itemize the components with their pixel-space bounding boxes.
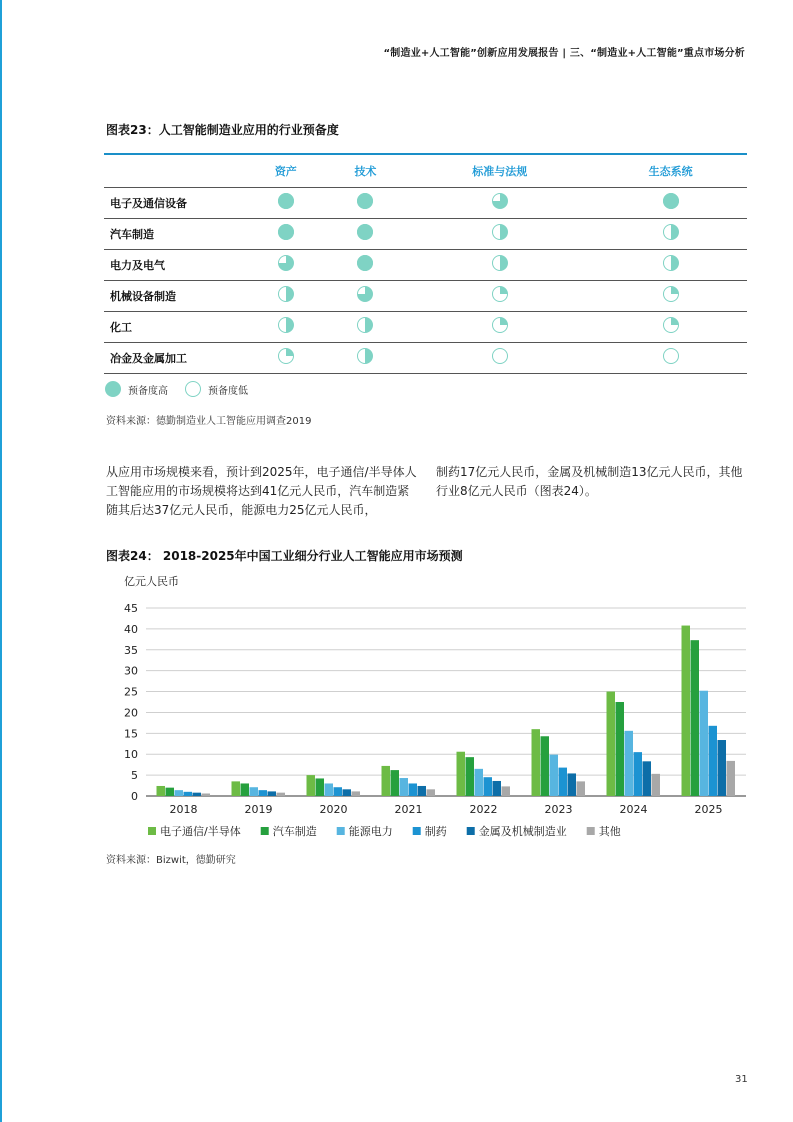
x-tick-label: 2025: [694, 803, 723, 816]
readiness-partial-icon: [277, 347, 295, 365]
col-header: 资产: [246, 154, 326, 188]
bar: [607, 692, 616, 796]
bar: [409, 783, 418, 796]
bar: [718, 740, 727, 796]
readiness-cell: [246, 281, 326, 312]
bar: [709, 726, 718, 796]
readiness-empty-icon: [491, 347, 509, 365]
readiness-partial-icon: [491, 223, 509, 241]
bar: [307, 775, 316, 796]
readiness-partial-icon: [662, 285, 680, 303]
bar: [493, 781, 502, 796]
bar: [334, 787, 343, 796]
bar: [541, 736, 550, 796]
paragraph-right: 制药17亿元人民币，金属及机械制造13亿元人民币，其他行业8亿元人民币（图表24）。: [436, 465, 743, 498]
industry-label: 化工: [104, 312, 246, 343]
col-header: 生态系统: [594, 154, 747, 188]
legend-label: 其他: [598, 825, 621, 838]
bar: [475, 769, 484, 796]
y-tick-label: 5: [131, 769, 138, 783]
industry-label: 机械设备制造: [104, 281, 246, 312]
readiness-partial-icon: [277, 254, 295, 272]
bar: [166, 788, 175, 796]
bar: [652, 774, 661, 796]
y-tick-label: 25: [124, 685, 138, 699]
legend-label: 电子通信/半导体: [160, 825, 241, 838]
legend-high: [104, 380, 168, 398]
readiness-cell: [405, 250, 594, 281]
legend-label: 汽车制造: [272, 825, 317, 838]
col-header: 技术: [326, 154, 406, 188]
bar: [427, 789, 436, 796]
readiness-cell: [594, 281, 747, 312]
bar: [466, 757, 475, 796]
bar: [277, 793, 286, 796]
legend-label: 能源电力: [348, 825, 393, 838]
bar: [568, 773, 577, 796]
readiness-cell: [246, 188, 326, 219]
bar: [550, 755, 559, 796]
bar: [691, 640, 700, 796]
readiness-partial-icon: [491, 192, 509, 210]
x-tick-label: 2022: [469, 803, 498, 816]
readiness-row: [104, 250, 747, 281]
bar: [400, 778, 409, 796]
readiness-legend: [104, 380, 264, 398]
readiness-row: [104, 281, 747, 312]
readiness-cell: [594, 250, 747, 281]
bar: [175, 790, 184, 796]
readiness-partial-icon: [277, 316, 295, 334]
y-tick-label: 45: [124, 602, 138, 615]
readiness-partial-icon: [491, 316, 509, 334]
readiness-partial-icon: [356, 316, 374, 334]
readiness-row: [104, 343, 747, 374]
legend-low-label: 预备度低: [208, 385, 248, 397]
legend-swatch: [261, 827, 269, 835]
bar: [391, 770, 400, 796]
x-tick-label: 2018: [169, 803, 198, 816]
bar: [352, 791, 361, 796]
page-number: 31: [735, 1074, 748, 1085]
legend-swatch: [413, 827, 421, 835]
bar: [502, 786, 511, 796]
bar: [634, 752, 643, 796]
bar: [484, 777, 493, 796]
readiness-partial-icon: [662, 223, 680, 241]
bar: [232, 781, 241, 796]
readiness-cell: [326, 281, 406, 312]
bar: [316, 778, 325, 796]
bar: [382, 766, 391, 796]
market-chart-svg: [100, 570, 760, 850]
bar: [625, 731, 634, 796]
figure23-source: 资料来源：德勤制造业人工智能应用调查2019: [106, 416, 312, 427]
readiness-cell: [594, 219, 747, 250]
readiness-row: [104, 312, 747, 343]
y-tick-label: 0: [131, 790, 138, 803]
industry-label: 电力及电气: [104, 250, 246, 281]
figure24-source: 资料来源：Bizwit，德勤研究: [106, 855, 236, 866]
readiness-table: [104, 153, 747, 374]
bar: [643, 761, 652, 796]
running-header: “制造业+人工智能”创新应用发展报告 | 三、“制造业+人工智能”重点市场分析: [383, 48, 745, 59]
y-tick-label: 40: [124, 622, 138, 636]
readiness-header-row: [104, 154, 747, 188]
bar: [184, 792, 193, 796]
readiness-full-icon: [356, 223, 374, 241]
paragraph-left: 从应用市场规模来看，预计到2025年，电子通信/半导体人工智能应用的市场规模将达到41亿元人民币，汽车制造紧随其后达37亿元人民币，能源电力25亿元人民币，: [106, 465, 417, 517]
readiness-empty-icon: [662, 347, 680, 365]
bar: [700, 691, 709, 796]
bar: [577, 781, 586, 796]
bar: [682, 626, 691, 796]
y-tick-label: 15: [124, 727, 138, 741]
x-tick-label: 2020: [319, 803, 348, 816]
readiness-partial-icon: [356, 347, 374, 365]
readiness-cell: [405, 281, 594, 312]
bar: [268, 791, 277, 796]
readiness-cell: [326, 250, 406, 281]
readiness-cell: [594, 312, 747, 343]
bar: [418, 786, 427, 796]
readiness-full-icon: [277, 223, 295, 241]
readiness-partial-icon: [491, 285, 509, 303]
readiness-empty-icon: [184, 380, 202, 398]
industry-label: 电子及通信设备: [104, 188, 246, 219]
bar: [343, 789, 352, 796]
bar: [241, 783, 250, 796]
readiness-cell: [405, 219, 594, 250]
readiness-cell: [405, 188, 594, 219]
readiness-partial-icon: [662, 316, 680, 334]
bar: [457, 752, 466, 796]
readiness-full-icon: [104, 380, 122, 398]
readiness-cell: [405, 312, 594, 343]
readiness-partial-icon: [491, 254, 509, 272]
legend-label: 制药: [424, 825, 447, 838]
readiness-partial-icon: [277, 285, 295, 303]
bar: [193, 793, 202, 796]
readiness-cell: [594, 188, 747, 219]
y-tick-label: 35: [124, 643, 138, 657]
readiness-cell: [246, 250, 326, 281]
readiness-cell: [246, 219, 326, 250]
legend-swatch: [587, 827, 595, 835]
y-tick-label: 20: [124, 706, 138, 720]
bar: [616, 702, 625, 796]
legend-swatch: [467, 827, 475, 835]
legend-low: [184, 380, 248, 398]
y-axis-label: 亿元人民币: [124, 575, 179, 588]
readiness-cell: [326, 312, 406, 343]
bar: [325, 783, 334, 796]
bar: [727, 761, 736, 796]
bar: [259, 790, 268, 796]
edge-accent-bar: [0, 0, 2, 1122]
readiness-cell: [326, 343, 406, 374]
industry-label: 汽车制造: [104, 219, 246, 250]
readiness-corner: [104, 154, 246, 188]
legend-label: 金属及机械制造业: [478, 825, 567, 838]
readiness-partial-icon: [662, 254, 680, 272]
readiness-cell: [326, 188, 406, 219]
bar: [202, 793, 211, 796]
readiness-full-icon: [662, 192, 680, 210]
bar: [532, 729, 541, 796]
readiness-cell: [246, 312, 326, 343]
industry-label: 冶金及金属加工: [104, 343, 246, 374]
bar: [250, 787, 259, 796]
x-tick-label: 2023: [544, 803, 573, 816]
readiness-cell: [326, 219, 406, 250]
readiness-cell: [405, 343, 594, 374]
legend-swatch: [148, 827, 156, 835]
figure24-title: 图表24： 2018-2025年中国工业细分行业人工智能应用市场预测: [106, 549, 463, 563]
readiness-row: [104, 219, 747, 250]
x-tick-label: 2019: [244, 803, 273, 816]
col-header: 标准与法规: [405, 154, 594, 188]
bar: [157, 786, 166, 796]
y-tick-label: 30: [124, 664, 138, 678]
readiness-row: [104, 188, 747, 219]
y-tick-label: 10: [124, 748, 138, 762]
readiness-full-icon: [356, 254, 374, 272]
bar: [559, 768, 568, 796]
legend-high-label: 预备度高: [128, 385, 168, 397]
readiness-cell: [594, 343, 747, 374]
readiness-cell: [246, 343, 326, 374]
legend-swatch: [337, 827, 345, 835]
market-chart: [100, 570, 760, 850]
x-tick-label: 2021: [394, 803, 423, 816]
x-tick-label: 2024: [619, 803, 648, 816]
figure23-title: 图表23：人工智能制造业应用的行业预备度: [106, 123, 339, 137]
readiness-full-icon: [277, 192, 295, 210]
readiness-partial-icon: [356, 285, 374, 303]
readiness-full-icon: [356, 192, 374, 210]
